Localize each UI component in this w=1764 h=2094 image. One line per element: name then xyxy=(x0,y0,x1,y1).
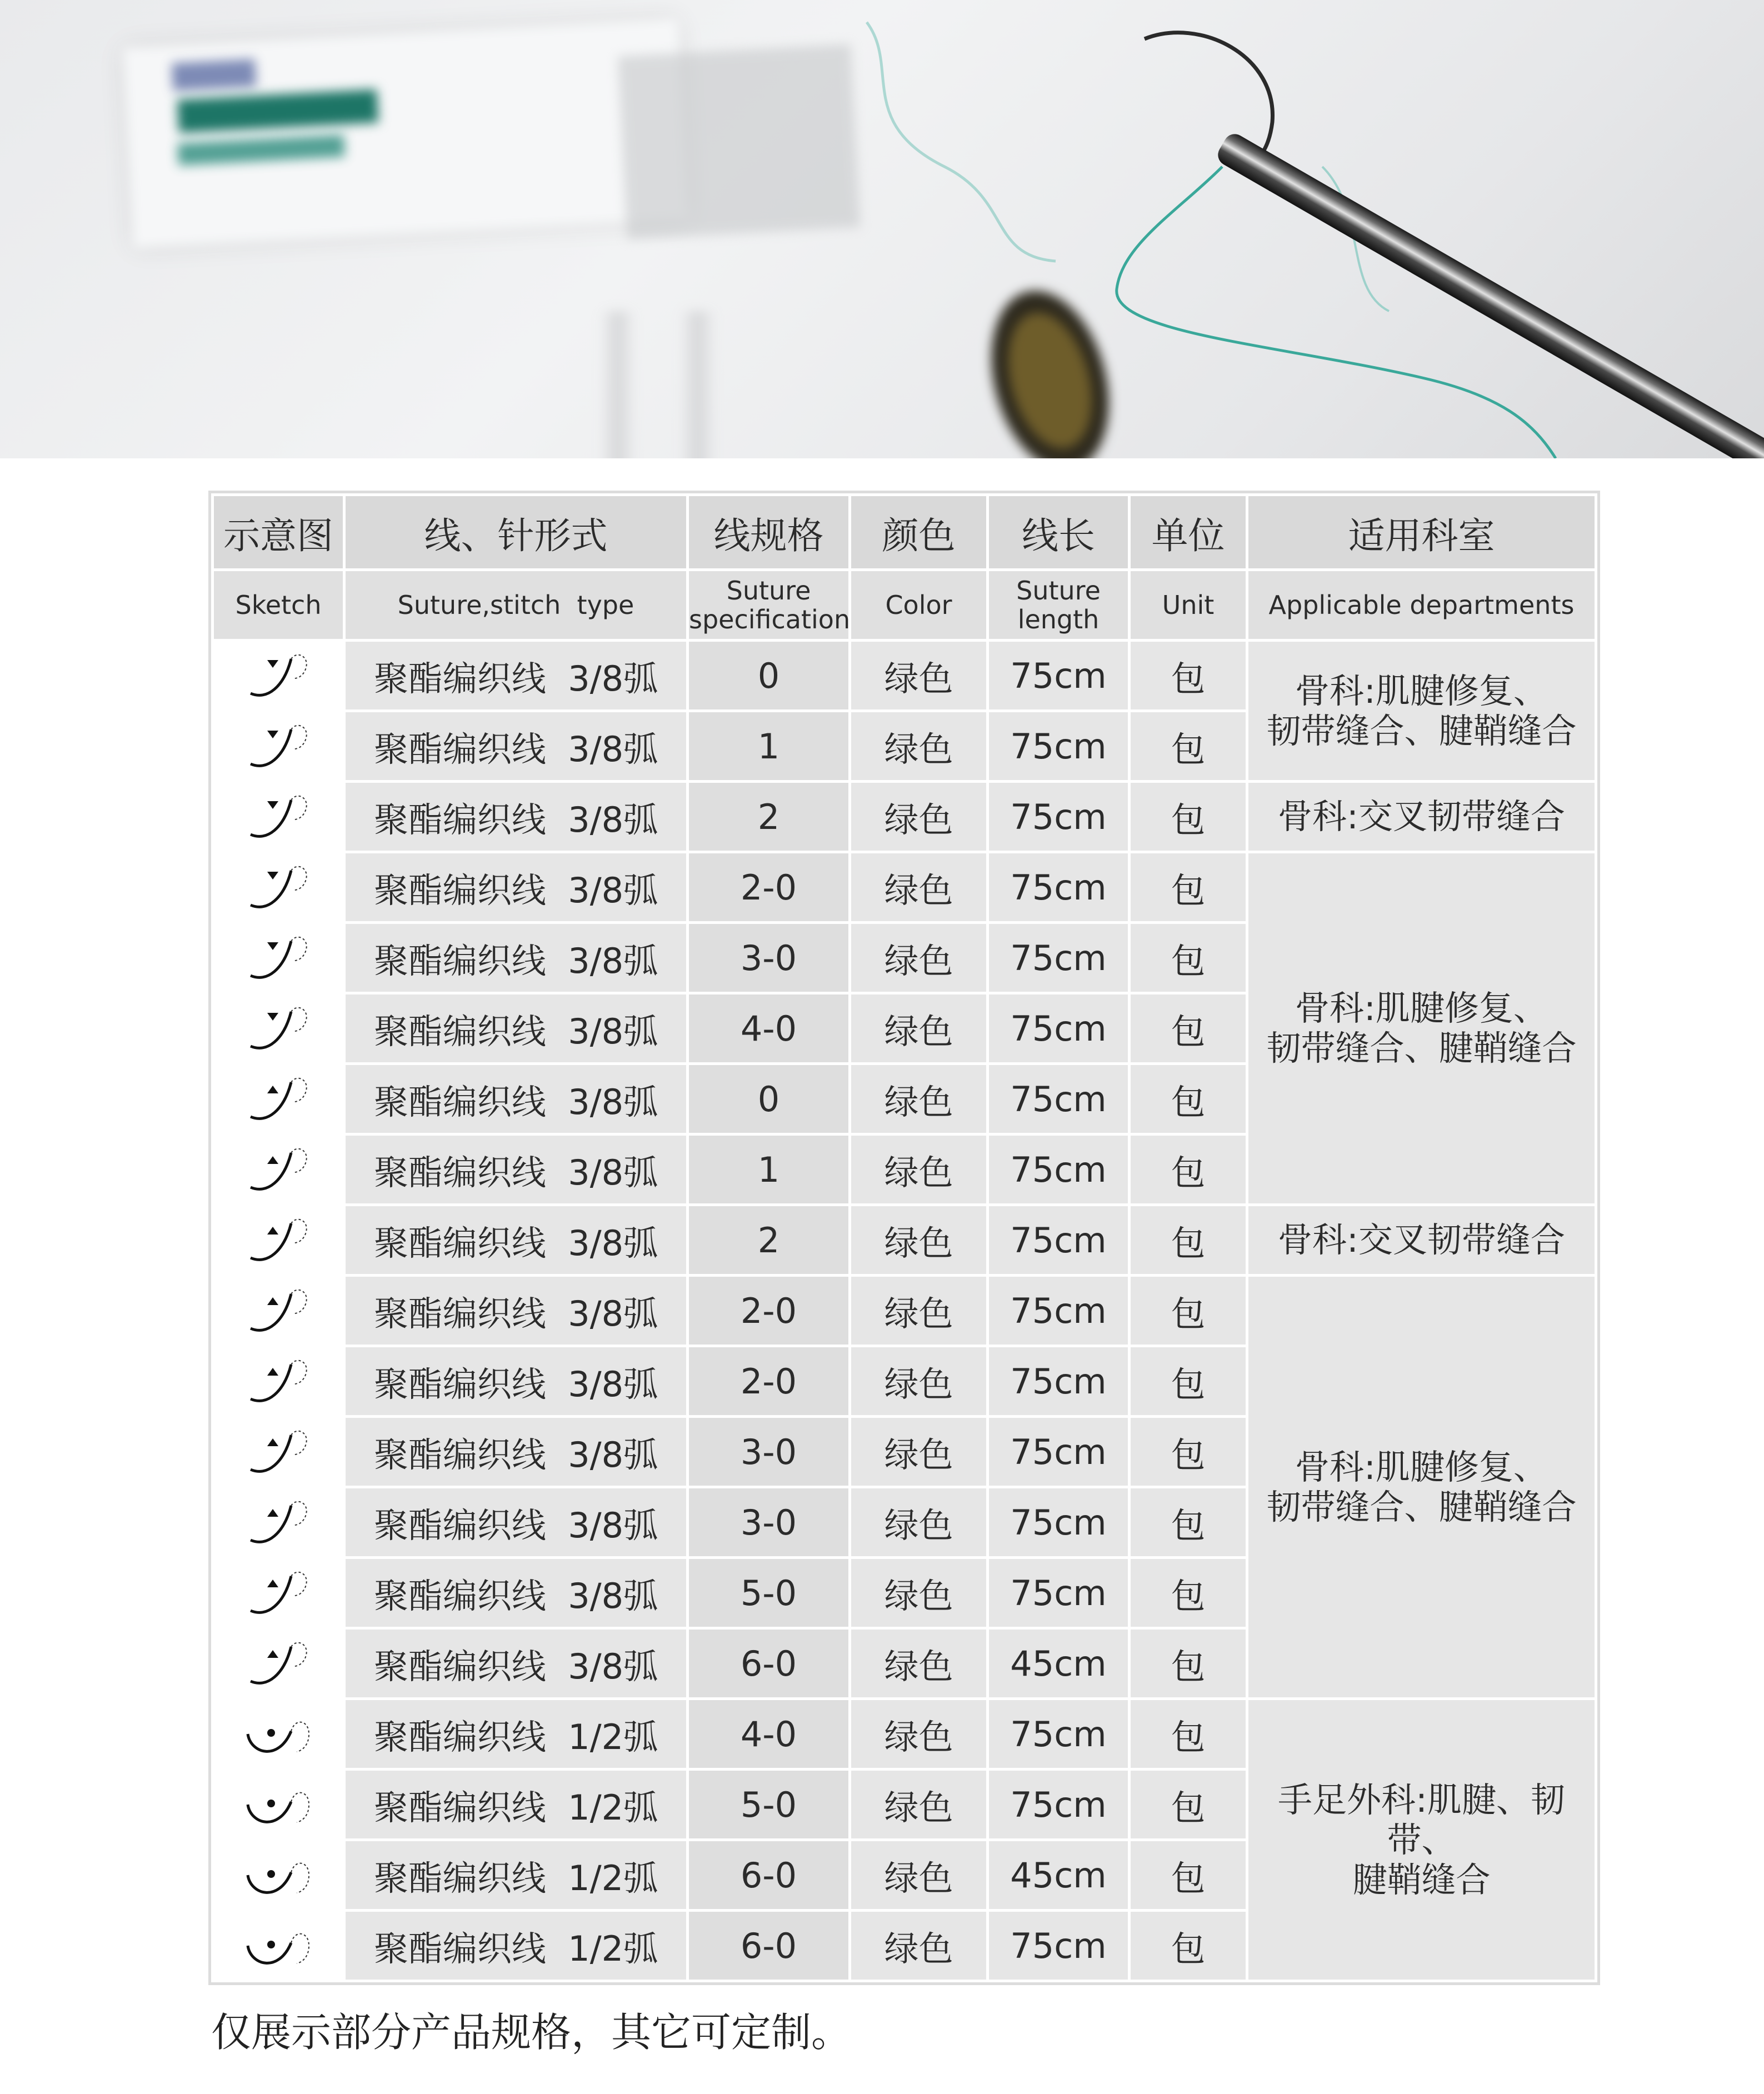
needle-3-8-cutting-icon xyxy=(237,1283,320,1338)
spec-cell: 4-0 xyxy=(688,993,850,1064)
length-cell: 75cm xyxy=(988,993,1130,1064)
sketch-cell xyxy=(213,1276,344,1346)
header-type-en: Suture,stitch type xyxy=(344,570,688,641)
department-cell xyxy=(1247,1699,1596,1981)
length-cell: 75cm xyxy=(988,1699,1130,1770)
unit-cell: 包 xyxy=(1130,1276,1247,1346)
color-cell: 绿色 xyxy=(850,1205,988,1276)
color-cell: 绿色 xyxy=(850,1770,988,1840)
suture-thread-and-needle xyxy=(0,0,1764,458)
sketch-cell xyxy=(213,1417,344,1487)
unit-cell: 包 xyxy=(1130,1487,1247,1558)
spec-cell: 2-0 xyxy=(688,1346,850,1417)
sketch-cell xyxy=(213,923,344,993)
department-line-1: 骨科:交叉韧带缝合 xyxy=(1278,796,1565,837)
length-cell: 75cm xyxy=(988,1346,1130,1417)
length-cell: 45cm xyxy=(988,1628,1130,1699)
needle-3-8-cutting-icon xyxy=(237,1142,320,1197)
suture-type-cell: 聚酯编织线 3/8弧 xyxy=(344,782,688,852)
unit-cell: 包 xyxy=(1130,641,1247,711)
department-cell xyxy=(1247,1205,1596,1276)
sketch-cell xyxy=(213,1205,344,1276)
department-cell xyxy=(1247,1276,1596,1699)
spec-cell: 4-0 xyxy=(688,1699,850,1770)
department-cell xyxy=(1247,641,1596,782)
header-unit-en: Unit xyxy=(1130,570,1247,641)
needle-3-8-cutting-icon xyxy=(237,1424,320,1480)
header-sketch-en: Sketch xyxy=(213,570,344,641)
unit-cell: 包 xyxy=(1130,1628,1247,1699)
length-cell: 75cm xyxy=(988,1276,1130,1346)
needle-half-circle-round-icon xyxy=(237,1918,320,1973)
spec-table xyxy=(211,493,1595,1982)
color-cell: 绿色 xyxy=(850,1346,988,1417)
department-line-1: 骨科:肌腱修复、 xyxy=(1295,1446,1548,1487)
suture-type-cell: 聚酯编织线 1/2弧 xyxy=(344,1770,688,1840)
header-color-cn: 颜色 xyxy=(850,495,988,570)
spec-cell: 2 xyxy=(688,1205,850,1276)
length-cell: 75cm xyxy=(988,1064,1130,1135)
suture-type-cell: 聚酯编织线 3/8弧 xyxy=(344,1064,688,1135)
unit-cell: 包 xyxy=(1130,1699,1247,1770)
length-cell: 75cm xyxy=(988,1487,1130,1558)
suture-type-cell: 聚酯编织线 3/8弧 xyxy=(344,1417,688,1487)
length-cell: 75cm xyxy=(988,923,1130,993)
suture-type-cell: 聚酯编织线 3/8弧 xyxy=(344,1205,688,1276)
color-cell: 绿色 xyxy=(850,1276,988,1346)
department-line-1: 手足外科:肌腱、韧带、 xyxy=(1278,1779,1565,1860)
table-row xyxy=(213,1276,1596,1346)
header-unit-cn: 单位 xyxy=(1130,495,1247,570)
unit-cell: 包 xyxy=(1130,923,1247,993)
needle-3-8-reverse-cutting-icon xyxy=(237,648,320,703)
length-cell: 75cm xyxy=(988,641,1130,711)
suture-type-cell: 聚酯编织线 3/8弧 xyxy=(344,852,688,923)
spec-cell: 3-0 xyxy=(688,923,850,993)
needle-half-circle-round-icon xyxy=(237,1847,320,1903)
header-spec-en: Suture specification xyxy=(688,570,850,641)
unit-cell: 包 xyxy=(1130,1417,1247,1487)
spec-cell: 0 xyxy=(688,1064,850,1135)
length-cell: 75cm xyxy=(988,1558,1130,1628)
department-cell xyxy=(1247,782,1596,852)
hero-photo xyxy=(0,0,1764,458)
needle-3-8-cutting-icon xyxy=(237,1565,320,1621)
unit-cell: 包 xyxy=(1130,1135,1247,1205)
department-line-2: 腱鞘缝合 xyxy=(1352,1859,1491,1900)
department-line-2: 韧带缝合、腱鞘缝合 xyxy=(1266,710,1577,751)
suture-type-cell: 聚酯编织线 1/2弧 xyxy=(344,1699,688,1770)
spec-cell: 3-0 xyxy=(688,1487,850,1558)
unit-cell: 包 xyxy=(1130,1064,1247,1135)
header-dept-cn: 适用科室 xyxy=(1247,495,1596,570)
sketch-cell xyxy=(213,1699,344,1770)
table-row xyxy=(213,1205,1596,1276)
department-line-2: 韧带缝合、腱鞘缝合 xyxy=(1266,1028,1577,1068)
header-length-cn: 线长 xyxy=(988,495,1130,570)
unit-cell: 包 xyxy=(1130,1558,1247,1628)
spec-cell: 6-0 xyxy=(688,1840,850,1911)
department-line-1: 骨科:肌腱修复、 xyxy=(1295,670,1548,711)
suture-type-cell: 聚酯编织线 3/8弧 xyxy=(344,1135,688,1205)
color-cell: 绿色 xyxy=(850,782,988,852)
color-cell: 绿色 xyxy=(850,1487,988,1558)
header-length-en: Suture length xyxy=(988,570,1130,641)
unit-cell: 包 xyxy=(1130,993,1247,1064)
length-cell: 75cm xyxy=(988,852,1130,923)
header-type-cn: 线、针形式 xyxy=(344,495,688,570)
spec-cell: 2-0 xyxy=(688,1276,850,1346)
color-cell: 绿色 xyxy=(850,641,988,711)
length-cell: 75cm xyxy=(988,1417,1130,1487)
sketch-cell xyxy=(213,641,344,711)
color-cell: 绿色 xyxy=(850,1417,988,1487)
table-row xyxy=(213,1699,1596,1770)
header-row-cn xyxy=(213,495,1596,570)
spec-cell: 0 xyxy=(688,641,850,711)
header-row-en xyxy=(213,570,1596,641)
table-row xyxy=(213,852,1596,923)
length-cell: 75cm xyxy=(988,782,1130,852)
color-cell: 绿色 xyxy=(850,1135,988,1205)
spec-cell: 5-0 xyxy=(688,1558,850,1628)
unit-cell: 包 xyxy=(1130,852,1247,923)
suture-type-cell: 聚酯编织线 3/8弧 xyxy=(344,1628,688,1699)
length-cell: 75cm xyxy=(988,1770,1130,1840)
sketch-cell xyxy=(213,1840,344,1911)
needle-3-8-cutting-icon xyxy=(237,1495,320,1550)
color-cell: 绿色 xyxy=(850,993,988,1064)
sketch-cell xyxy=(213,1558,344,1628)
sketch-cell xyxy=(213,852,344,923)
suture-type-cell: 聚酯编织线 3/8弧 xyxy=(344,711,688,782)
needle-3-8-reverse-cutting-icon xyxy=(237,1001,320,1056)
suture-type-cell: 聚酯编织线 3/8弧 xyxy=(344,1276,688,1346)
needle-3-8-cutting-icon xyxy=(237,1636,320,1691)
needle-3-8-cutting-icon xyxy=(237,1212,320,1268)
length-cell: 75cm xyxy=(988,711,1130,782)
sketch-cell xyxy=(213,1911,344,1981)
needle-half-circle-round-icon xyxy=(237,1777,320,1832)
color-cell: 绿色 xyxy=(850,711,988,782)
needle-3-8-reverse-cutting-icon xyxy=(237,859,320,915)
table-row xyxy=(213,641,1596,711)
sketch-cell xyxy=(213,1346,344,1417)
color-cell: 绿色 xyxy=(850,1628,988,1699)
unit-cell: 包 xyxy=(1130,1911,1247,1981)
header-spec-cn: 线规格 xyxy=(688,495,850,570)
spec-cell: 2 xyxy=(688,782,850,852)
unit-cell: 包 xyxy=(1130,711,1247,782)
header-sketch-cn: 示意图 xyxy=(213,495,344,570)
suture-type-cell: 聚酯编织线 3/8弧 xyxy=(344,993,688,1064)
needle-3-8-reverse-cutting-icon xyxy=(237,718,320,774)
sketch-cell xyxy=(213,1487,344,1558)
suture-type-cell: 聚酯编织线 3/8弧 xyxy=(344,1558,688,1628)
spec-cell: 1 xyxy=(688,711,850,782)
spec-cell: 5-0 xyxy=(688,1770,850,1840)
table-row xyxy=(213,782,1596,852)
suture-type-cell: 聚酯编织线 3/8弧 xyxy=(344,1346,688,1417)
unit-cell: 包 xyxy=(1130,1205,1247,1276)
spec-cell: 6-0 xyxy=(688,1911,850,1981)
color-cell: 绿色 xyxy=(850,1558,988,1628)
unit-cell: 包 xyxy=(1130,782,1247,852)
needle-3-8-cutting-icon xyxy=(237,1071,320,1127)
department-line-2: 韧带缝合、腱鞘缝合 xyxy=(1266,1486,1577,1527)
header-dept-en: Applicable departments xyxy=(1247,570,1596,641)
color-cell: 绿色 xyxy=(850,852,988,923)
spec-cell: 6-0 xyxy=(688,1628,850,1699)
suture-type-cell: 聚酯编织线 1/2弧 xyxy=(344,1911,688,1981)
spec-cell: 1 xyxy=(688,1135,850,1205)
sketch-cell xyxy=(213,1064,344,1135)
department-line-1: 骨科:交叉韧带缝合 xyxy=(1278,1220,1565,1260)
length-cell: 75cm xyxy=(988,1135,1130,1205)
needle-half-circle-round-icon xyxy=(237,1706,320,1762)
unit-cell: 包 xyxy=(1130,1770,1247,1840)
color-cell: 绿色 xyxy=(850,1064,988,1135)
sketch-cell xyxy=(213,711,344,782)
length-cell: 45cm xyxy=(988,1840,1130,1911)
length-cell: 75cm xyxy=(988,1205,1130,1276)
spec-cell: 3-0 xyxy=(688,1417,850,1487)
sketch-cell xyxy=(213,1135,344,1205)
color-cell: 绿色 xyxy=(850,1911,988,1981)
sketch-cell xyxy=(213,1628,344,1699)
needle-3-8-cutting-icon xyxy=(237,1353,320,1409)
footnote: 仅展示部分产品规格，其它可定制。 xyxy=(211,2009,852,2056)
suture-type-cell: 聚酯编织线 3/8弧 xyxy=(344,1487,688,1558)
color-cell: 绿色 xyxy=(850,1840,988,1911)
suture-type-cell: 聚酯编织线 1/2弧 xyxy=(344,1840,688,1911)
suture-type-cell: 聚酯编织线 3/8弧 xyxy=(344,641,688,711)
spec-cell: 2-0 xyxy=(688,852,850,923)
department-cell xyxy=(1247,852,1596,1205)
color-cell: 绿色 xyxy=(850,1699,988,1770)
department-line-1: 骨科:肌腱修复、 xyxy=(1295,988,1548,1028)
header-color-en: Color xyxy=(850,570,988,641)
needle-3-8-reverse-cutting-icon xyxy=(237,930,320,986)
suture-type-cell: 聚酯编织线 3/8弧 xyxy=(344,923,688,993)
needle-3-8-reverse-cutting-icon xyxy=(237,789,320,844)
unit-cell: 包 xyxy=(1130,1840,1247,1911)
sketch-cell xyxy=(213,782,344,852)
color-cell: 绿色 xyxy=(850,923,988,993)
sketch-cell xyxy=(213,993,344,1064)
sketch-cell xyxy=(213,1770,344,1840)
unit-cell: 包 xyxy=(1130,1346,1247,1417)
length-cell: 75cm xyxy=(988,1911,1130,1981)
